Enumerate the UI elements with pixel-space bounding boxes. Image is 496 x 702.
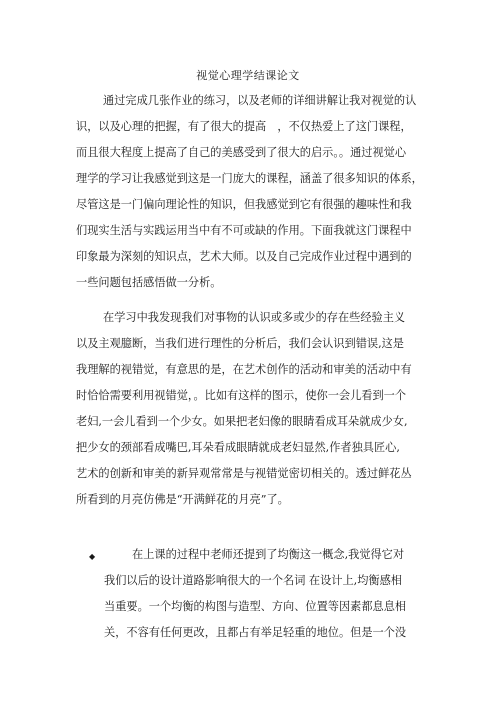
paragraph-line: 一些问题包括感悟做一分析。 xyxy=(76,276,222,289)
document-title: 视觉心理学结课论文 xyxy=(196,69,300,82)
paragraph-line: 通过完成几张作业的练习，以及老师的详细讲解让我对视觉的认 xyxy=(103,94,417,107)
paragraph-line: 艺术的创新和审美的新异观常常是与视错觉密切相关的。透过鲜花丛 xyxy=(76,467,412,480)
paragraph-line: 老妇,一会儿看到一个少女。如果把老妇像的眼睛看成耳朵就成少女, xyxy=(76,415,408,428)
paragraph-line: 我理解的视错觉，有意思的是，在艺术创作的活动和审美的活动中有 xyxy=(76,363,412,376)
paragraph-line: 理学的学习让我感觉到这是一门庞大的课程，涵盖了很多知识的体系， xyxy=(76,172,423,185)
paragraph-line: 们现实生活与实践运用当中有不可或缺的作用。下面我就这门课程中 xyxy=(76,224,412,237)
paragraph-line: 当重要。一个均衡的构图与造型、方向、位置等因素都息息相 xyxy=(104,600,407,613)
paragraph-line: 我们以后的设计道路影响很大的一个名词 在设计上,均衡感相 xyxy=(104,574,402,587)
paragraph-line: 识，以及心理的把握，有了很大的提高 ，不仅热爱上了这门课程， xyxy=(76,120,412,133)
paragraph-line: 在学习中我发现我们对事物的认识或多或少的存在些经验主义 xyxy=(103,311,406,324)
paragraph-line: 印象最为深刻的知识点，艺术大师。以及自己完成作业过程中遇到的 xyxy=(76,250,412,263)
paragraph-line: 关，不容有任何更改，且都占有举足轻重的地位。但是一个没 xyxy=(104,626,407,639)
paragraph-line: 所看到的月亮仿佛是“开满鲜花的月亮”了。 xyxy=(76,493,289,506)
paragraph-line: 在上课的过程中老师还提到了均衡这一概念,我觉得它对 xyxy=(132,548,405,561)
paragraph-line: 尽管这是一门偏向理论性的知识，但我感觉到它有很强的趣味性和我 xyxy=(76,198,412,211)
paragraph-line: 时恰恰需要利用视错觉，。比如有这样的图示，使你一会儿看到一个 xyxy=(76,389,407,402)
paragraph-line: 而且很大程度上提高了自己的美感受到了很大的启示。。通过视觉心 xyxy=(76,146,407,159)
bullet-marker: ◆ xyxy=(89,552,96,561)
paragraph-line: 以及主观臆断，当我们进行理性的分析后，我们会认识到错误,这是 xyxy=(76,337,404,350)
paragraph-line: 把少女的颈部看成嘴巴,耳朵看成眼睛就成老妇显然,作者独具匠心, xyxy=(76,441,400,454)
